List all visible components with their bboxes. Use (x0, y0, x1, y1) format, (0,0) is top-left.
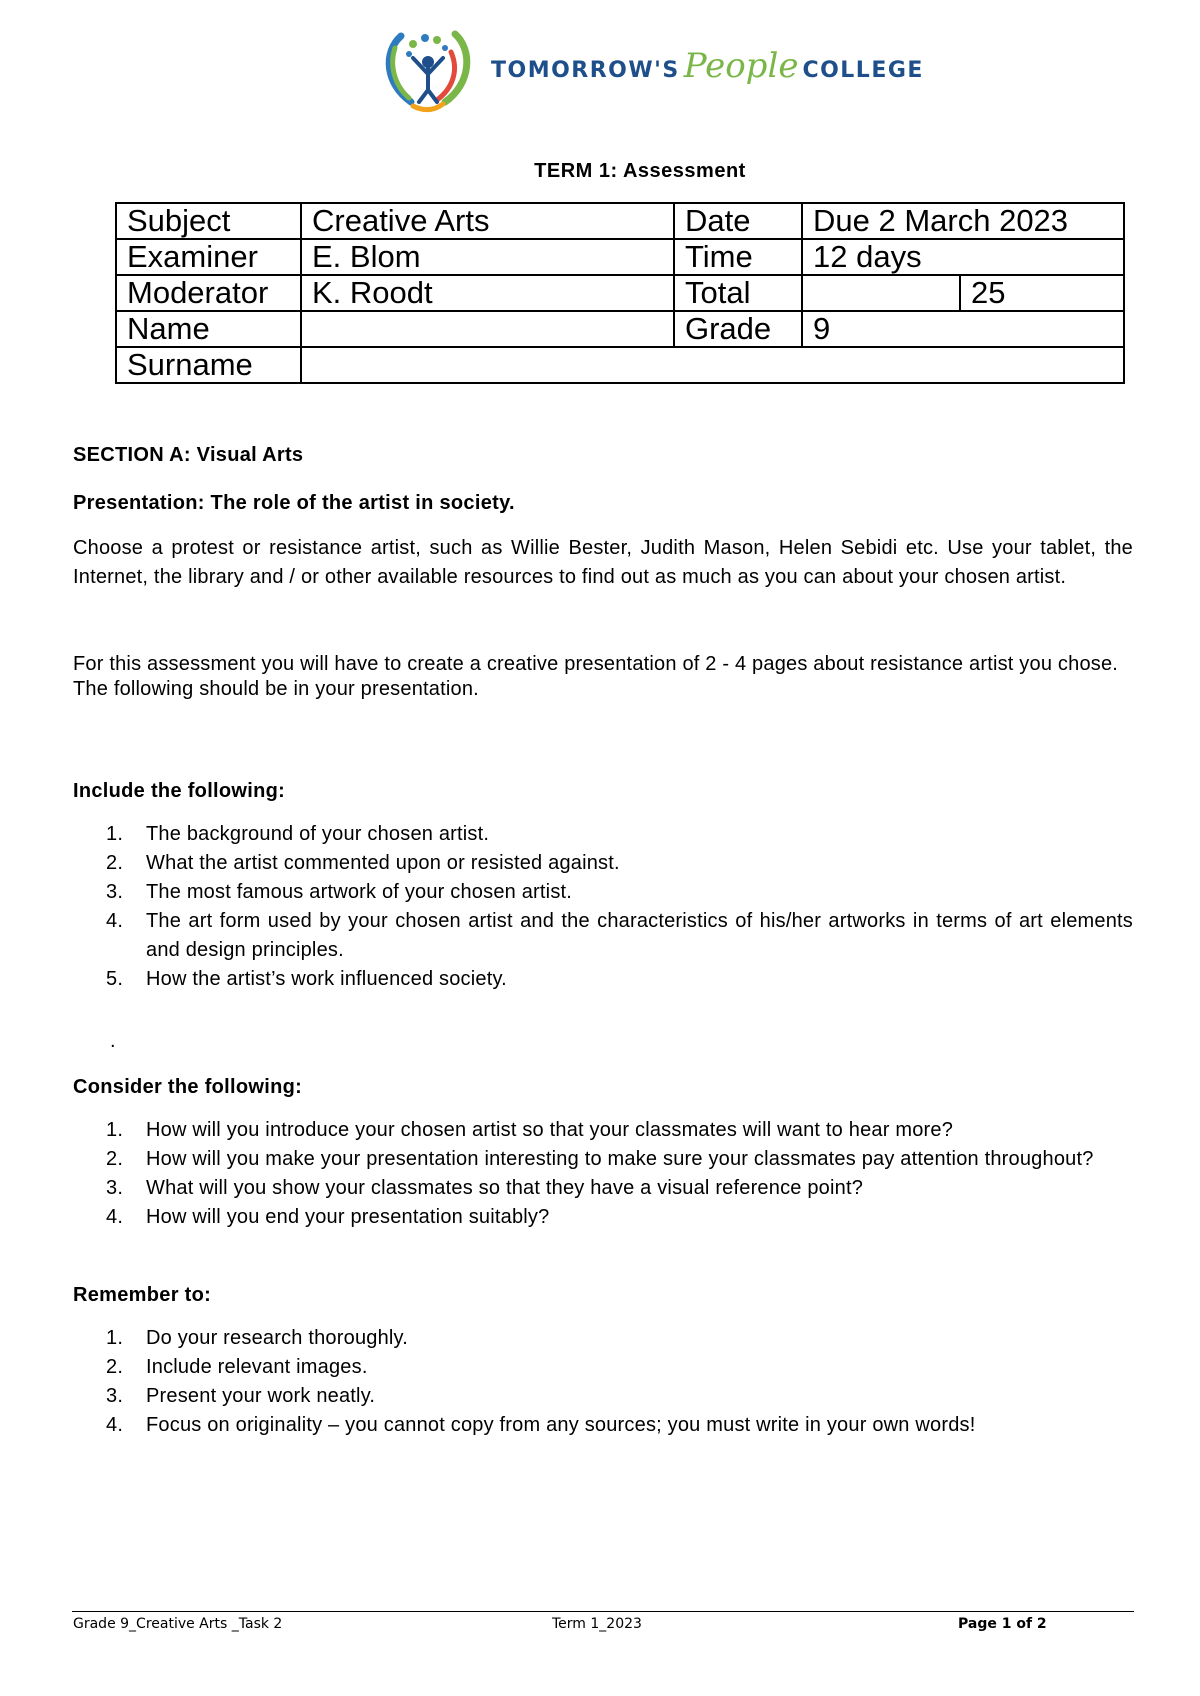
presentation-title: Presentation: The role of the artist in society. (73, 492, 515, 514)
list-number: 2. (106, 1148, 124, 1170)
time-value: 12 days (802, 239, 1124, 275)
page-title: TERM 1: Assessment (534, 160, 746, 182)
college-name (491, 46, 924, 86)
list-item-text: How the artist’s work influenced society. (146, 968, 507, 990)
list-item (106, 965, 1133, 994)
list-item-text: How will you make your presentation interesting to make sure your classmates pay attention throughout? (146, 1148, 1094, 1170)
footer-divider (72, 1611, 1134, 1612)
list-item-text: What the artist commented upon or resisted against. (146, 852, 620, 874)
table-row (116, 311, 1124, 347)
examiner-label: Examiner (116, 239, 301, 275)
table-row (116, 239, 1124, 275)
consider-heading: Consider the following: (73, 1076, 303, 1098)
name-label: Name (116, 311, 301, 347)
logo-word-2: People (683, 46, 799, 86)
list-item (106, 1353, 1133, 1382)
list-item-text: The most famous artwork of your chosen artist. (146, 881, 573, 903)
consider-list (106, 1116, 1133, 1232)
list-item (106, 1411, 1133, 1440)
list-item-text: Include relevant images. (146, 1356, 368, 1378)
list-item (106, 1382, 1133, 1411)
date-label: Date (674, 203, 802, 239)
list-item (106, 878, 1133, 907)
list-item (106, 1203, 1133, 1232)
section-title: SECTION A: Visual Arts (73, 444, 304, 466)
include-list (106, 820, 1133, 994)
list-item (106, 1324, 1133, 1353)
list-item-text: Present your work neatly. (146, 1385, 376, 1407)
list-item-text: The background of your chosen artist. (146, 823, 490, 845)
list-item (106, 1145, 1133, 1174)
list-number: 3. (106, 1177, 124, 1199)
list-item-text: What will you show your classmates so that they have a visual reference point? (146, 1177, 864, 1199)
assessment-paragraph: For this assessment you will have to create a creative presentation of 2 - 4 pages about resistance artist you chose. The following should be in your presentation. (73, 653, 1119, 700)
list-item (106, 907, 1133, 965)
total-label: Total (674, 275, 802, 311)
surname-label: Surname (116, 347, 301, 383)
college-logo (373, 14, 924, 114)
name-field[interactable] (301, 311, 674, 347)
footer-page-number: Page 1 of 2 (958, 1616, 1047, 1632)
logo-word-3: COLLEGE (802, 58, 924, 83)
moderator-value: K. Roodt (301, 275, 674, 311)
surname-field[interactable] (301, 347, 1124, 383)
footer-term: Term 1_2023 (552, 1616, 642, 1632)
remember-list (106, 1324, 1133, 1440)
list-number: 3. (106, 1385, 124, 1407)
subject-value: Creative Arts (301, 203, 674, 239)
table-row (116, 347, 1124, 383)
list-number: 2. (106, 852, 124, 874)
assessment-info-table (115, 202, 1125, 384)
date-value: Due 2 March 2023 (802, 203, 1124, 239)
total-value: 25 (960, 275, 1124, 311)
examiner-value: E. Blom (301, 239, 674, 275)
table-row (116, 275, 1124, 311)
remember-heading: Remember to: (73, 1284, 212, 1306)
grade-value: 9 (802, 311, 1124, 347)
list-item (106, 1116, 1133, 1145)
list-item (106, 849, 1133, 878)
subject-label: Subject (116, 203, 301, 239)
list-number: 4. (106, 1414, 124, 1436)
list-number: 5. (106, 968, 124, 990)
moderator-label: Moderator (116, 275, 301, 311)
list-item-text: Focus on originality – you cannot copy from any sources; you must write in your own words! (146, 1414, 976, 1436)
list-number: 2. (106, 1356, 124, 1378)
list-number: 1. (106, 1119, 124, 1141)
list-number: 3. (106, 881, 124, 903)
list-number: 4. (106, 1206, 124, 1228)
list-item-text: Do your research thoroughly. (146, 1327, 409, 1349)
list-item-text: The art form used by your chosen artist and the characteristics of his/her artworks in terms of art elements and design principles. (146, 910, 1133, 961)
footer-task: Grade 9_Creative Arts _Task 2 (73, 1616, 283, 1632)
include-heading: Include the following: (73, 780, 286, 802)
list-number: 1. (106, 823, 124, 845)
grade-label: Grade (674, 311, 802, 347)
logo-word-1: TOMORROW'S (491, 58, 680, 83)
college-emblem-icon (373, 14, 483, 114)
list-item-text: How will you end your presentation suitably? (146, 1206, 550, 1228)
list-item (106, 820, 1133, 849)
list-number: 1. (106, 1327, 124, 1349)
stray-dot: . (110, 1030, 116, 1052)
intro-paragraph: Choose a protest or resistance artist, such as Willie Bester, Judith Mason, Helen Sebidi etc. Use your tablet, the Internet, the library and / or other available resources to find out as much as you can about your chosen artist. (73, 537, 1133, 588)
total-score-field[interactable] (802, 275, 960, 311)
table-row (116, 203, 1124, 239)
list-item (106, 1174, 1133, 1203)
time-label: Time (674, 239, 802, 275)
list-item-text: How will you introduce your chosen artist so that your classmates will want to hear more? (146, 1119, 954, 1141)
list-number: 4. (106, 910, 124, 932)
